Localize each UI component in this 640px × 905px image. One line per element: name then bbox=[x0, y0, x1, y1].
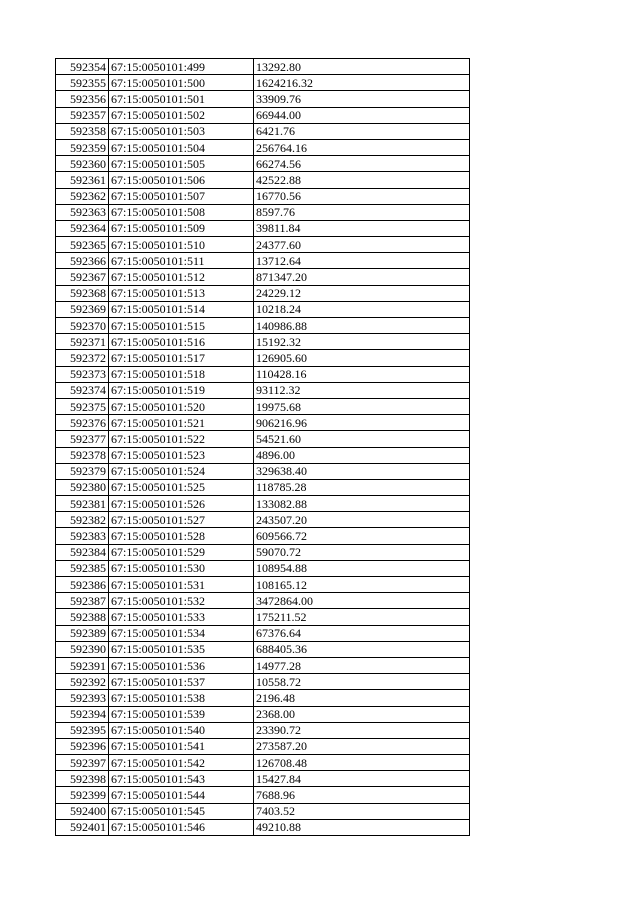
value-cell: 13292.80 bbox=[254, 59, 470, 75]
row-id-cell: 592394 bbox=[56, 706, 109, 722]
value-cell: 906216.96 bbox=[254, 415, 470, 431]
table-row bbox=[56, 771, 470, 787]
table-row bbox=[56, 528, 470, 544]
cadastral-number-cell: 67:15:0050101:534 bbox=[109, 625, 254, 641]
row-id-cell: 592385 bbox=[56, 560, 109, 576]
row-id-cell: 592369 bbox=[56, 301, 109, 317]
table-row bbox=[56, 577, 470, 593]
value-cell: 609566.72 bbox=[254, 528, 470, 544]
value-cell: 8597.76 bbox=[254, 204, 470, 220]
row-id-cell: 592384 bbox=[56, 544, 109, 560]
table-row bbox=[56, 334, 470, 350]
table-row bbox=[56, 350, 470, 366]
cadastral-number-cell: 67:15:0050101:505 bbox=[109, 156, 254, 172]
table-row bbox=[56, 269, 470, 285]
cadastral-number-cell: 67:15:0050101:501 bbox=[109, 91, 254, 107]
cadastral-number-cell: 67:15:0050101:532 bbox=[109, 593, 254, 609]
value-cell: 49210.88 bbox=[254, 819, 470, 835]
table-row bbox=[56, 204, 470, 220]
row-id-cell: 592393 bbox=[56, 690, 109, 706]
table-row bbox=[56, 139, 470, 155]
cadastral-number-cell: 67:15:0050101:533 bbox=[109, 609, 254, 625]
value-cell: 871347.20 bbox=[254, 269, 470, 285]
cadastral-number-cell: 67:15:0050101:535 bbox=[109, 641, 254, 657]
cadastral-number-cell: 67:15:0050101:542 bbox=[109, 755, 254, 771]
row-id-cell: 592363 bbox=[56, 204, 109, 220]
value-cell: 10558.72 bbox=[254, 674, 470, 690]
row-id-cell: 592367 bbox=[56, 269, 109, 285]
row-id-cell: 592386 bbox=[56, 577, 109, 593]
cadastral-number-cell: 67:15:0050101:518 bbox=[109, 366, 254, 382]
row-id-cell: 592396 bbox=[56, 738, 109, 754]
value-cell: 1624216.32 bbox=[254, 75, 470, 91]
cadastral-number-cell: 67:15:0050101:544 bbox=[109, 787, 254, 803]
value-cell: 4896.00 bbox=[254, 447, 470, 463]
table-row bbox=[56, 463, 470, 479]
value-cell: 108954.88 bbox=[254, 560, 470, 576]
row-id-cell: 592399 bbox=[56, 787, 109, 803]
table-row bbox=[56, 722, 470, 738]
value-cell: 13712.64 bbox=[254, 253, 470, 269]
cadastral-number-cell: 67:15:0050101:524 bbox=[109, 463, 254, 479]
row-id-cell: 592365 bbox=[56, 237, 109, 253]
row-id-cell: 592390 bbox=[56, 641, 109, 657]
value-cell: 67376.64 bbox=[254, 625, 470, 641]
row-id-cell: 592371 bbox=[56, 334, 109, 350]
table-row bbox=[56, 415, 470, 431]
row-id-cell: 592380 bbox=[56, 479, 109, 495]
value-cell: 24229.12 bbox=[254, 285, 470, 301]
table-row bbox=[56, 479, 470, 495]
table-row bbox=[56, 674, 470, 690]
value-cell: 66274.56 bbox=[254, 156, 470, 172]
row-id-cell: 592357 bbox=[56, 107, 109, 123]
table-row bbox=[56, 447, 470, 463]
cadastral-number-cell: 67:15:0050101:502 bbox=[109, 107, 254, 123]
table-row bbox=[56, 156, 470, 172]
value-cell: 42522.88 bbox=[254, 172, 470, 188]
table-row bbox=[56, 107, 470, 123]
cadastral-number-cell: 67:15:0050101:538 bbox=[109, 690, 254, 706]
cadastral-number-cell: 67:15:0050101:526 bbox=[109, 496, 254, 512]
value-cell: 329638.40 bbox=[254, 463, 470, 479]
table-row bbox=[56, 382, 470, 398]
row-id-cell: 592356 bbox=[56, 91, 109, 107]
table-row bbox=[56, 819, 470, 835]
cadastral-number-cell: 67:15:0050101:500 bbox=[109, 75, 254, 91]
value-cell: 14977.28 bbox=[254, 657, 470, 673]
row-id-cell: 592354 bbox=[56, 59, 109, 75]
cadastral-number-cell: 67:15:0050101:512 bbox=[109, 269, 254, 285]
value-cell: 16770.56 bbox=[254, 188, 470, 204]
row-id-cell: 592373 bbox=[56, 366, 109, 382]
cadastral-number-cell: 67:15:0050101:530 bbox=[109, 560, 254, 576]
cadastral-number-cell: 67:15:0050101:504 bbox=[109, 139, 254, 155]
cadastral-number-cell: 67:15:0050101:509 bbox=[109, 220, 254, 236]
value-cell: 118785.28 bbox=[254, 479, 470, 495]
cadastral-number-cell: 67:15:0050101:507 bbox=[109, 188, 254, 204]
value-cell: 688405.36 bbox=[254, 641, 470, 657]
value-cell: 93112.32 bbox=[254, 382, 470, 398]
cadastral-number-cell: 67:15:0050101:514 bbox=[109, 301, 254, 317]
row-id-cell: 592379 bbox=[56, 463, 109, 479]
row-id-cell: 592355 bbox=[56, 75, 109, 91]
value-cell: 24377.60 bbox=[254, 237, 470, 253]
value-cell: 66944.00 bbox=[254, 107, 470, 123]
table-row bbox=[56, 366, 470, 382]
value-cell: 10218.24 bbox=[254, 301, 470, 317]
value-cell: 19975.68 bbox=[254, 398, 470, 414]
data-table bbox=[55, 58, 470, 836]
cadastral-number-cell: 67:15:0050101:515 bbox=[109, 318, 254, 334]
table-row bbox=[56, 690, 470, 706]
cadastral-number-cell: 67:15:0050101:508 bbox=[109, 204, 254, 220]
value-cell: 256764.16 bbox=[254, 139, 470, 155]
value-cell: 54521.60 bbox=[254, 431, 470, 447]
row-id-cell: 592395 bbox=[56, 722, 109, 738]
table-row bbox=[56, 593, 470, 609]
cadastral-number-cell: 67:15:0050101:528 bbox=[109, 528, 254, 544]
table-row bbox=[56, 787, 470, 803]
value-cell: 3472864.00 bbox=[254, 593, 470, 609]
table-row bbox=[56, 75, 470, 91]
row-id-cell: 592376 bbox=[56, 415, 109, 431]
row-id-cell: 592392 bbox=[56, 674, 109, 690]
value-cell: 23390.72 bbox=[254, 722, 470, 738]
cadastral-number-cell: 67:15:0050101:519 bbox=[109, 382, 254, 398]
row-id-cell: 592364 bbox=[56, 220, 109, 236]
cadastral-number-cell: 67:15:0050101:546 bbox=[109, 819, 254, 835]
table-row bbox=[56, 512, 470, 528]
table-row bbox=[56, 91, 470, 107]
row-id-cell: 592391 bbox=[56, 657, 109, 673]
value-cell: 140986.88 bbox=[254, 318, 470, 334]
table-row bbox=[56, 123, 470, 139]
table-row bbox=[56, 738, 470, 754]
row-id-cell: 592400 bbox=[56, 803, 109, 819]
cadastral-number-cell: 67:15:0050101:541 bbox=[109, 738, 254, 754]
cadastral-number-cell: 67:15:0050101:521 bbox=[109, 415, 254, 431]
value-cell: 273587.20 bbox=[254, 738, 470, 754]
value-cell: 110428.16 bbox=[254, 366, 470, 382]
cadastral-number-cell: 67:15:0050101:529 bbox=[109, 544, 254, 560]
value-cell: 126905.60 bbox=[254, 350, 470, 366]
cadastral-number-cell: 67:15:0050101:513 bbox=[109, 285, 254, 301]
table-row bbox=[56, 301, 470, 317]
table-row bbox=[56, 706, 470, 722]
cadastral-number-cell: 67:15:0050101:537 bbox=[109, 674, 254, 690]
table-row bbox=[56, 188, 470, 204]
cadastral-number-cell: 67:15:0050101:520 bbox=[109, 398, 254, 414]
value-cell: 15192.32 bbox=[254, 334, 470, 350]
cadastral-number-cell: 67:15:0050101:539 bbox=[109, 706, 254, 722]
cadastral-number-cell: 67:15:0050101:543 bbox=[109, 771, 254, 787]
table-row bbox=[56, 560, 470, 576]
cadastral-number-cell: 67:15:0050101:503 bbox=[109, 123, 254, 139]
value-cell: 7688.96 bbox=[254, 787, 470, 803]
row-id-cell: 592383 bbox=[56, 528, 109, 544]
row-id-cell: 592401 bbox=[56, 819, 109, 835]
cadastral-number-cell: 67:15:0050101:540 bbox=[109, 722, 254, 738]
cadastral-number-cell: 67:15:0050101:506 bbox=[109, 172, 254, 188]
cadastral-number-cell: 67:15:0050101:536 bbox=[109, 657, 254, 673]
value-cell: 2196.48 bbox=[254, 690, 470, 706]
value-cell: 7403.52 bbox=[254, 803, 470, 819]
row-id-cell: 592397 bbox=[56, 755, 109, 771]
cadastral-number-cell: 67:15:0050101:511 bbox=[109, 253, 254, 269]
value-cell: 126708.48 bbox=[254, 755, 470, 771]
row-id-cell: 592372 bbox=[56, 350, 109, 366]
cadastral-number-cell: 67:15:0050101:525 bbox=[109, 479, 254, 495]
table-row bbox=[56, 431, 470, 447]
row-id-cell: 592389 bbox=[56, 625, 109, 641]
row-id-cell: 592375 bbox=[56, 398, 109, 414]
table-body bbox=[56, 59, 470, 836]
row-id-cell: 592359 bbox=[56, 139, 109, 155]
row-id-cell: 592368 bbox=[56, 285, 109, 301]
table-row bbox=[56, 318, 470, 334]
cadastral-number-cell: 67:15:0050101:545 bbox=[109, 803, 254, 819]
value-cell: 15427.84 bbox=[254, 771, 470, 787]
table-row bbox=[56, 237, 470, 253]
value-cell: 39811.84 bbox=[254, 220, 470, 236]
table-row bbox=[56, 544, 470, 560]
value-cell: 33909.76 bbox=[254, 91, 470, 107]
table-row bbox=[56, 285, 470, 301]
table-row bbox=[56, 625, 470, 641]
value-cell: 2368.00 bbox=[254, 706, 470, 722]
row-id-cell: 592374 bbox=[56, 382, 109, 398]
row-id-cell: 592358 bbox=[56, 123, 109, 139]
table-row bbox=[56, 609, 470, 625]
value-cell: 59070.72 bbox=[254, 544, 470, 560]
cadastral-number-cell: 67:15:0050101:523 bbox=[109, 447, 254, 463]
row-id-cell: 592378 bbox=[56, 447, 109, 463]
row-id-cell: 592398 bbox=[56, 771, 109, 787]
table-row bbox=[56, 59, 470, 75]
row-id-cell: 592387 bbox=[56, 593, 109, 609]
value-cell: 243507.20 bbox=[254, 512, 470, 528]
cadastral-number-cell: 67:15:0050101:499 bbox=[109, 59, 254, 75]
value-cell: 133082.88 bbox=[254, 496, 470, 512]
cadastral-number-cell: 67:15:0050101:516 bbox=[109, 334, 254, 350]
cadastral-number-cell: 67:15:0050101:517 bbox=[109, 350, 254, 366]
value-cell: 108165.12 bbox=[254, 577, 470, 593]
cadastral-number-cell: 67:15:0050101:531 bbox=[109, 577, 254, 593]
table-row bbox=[56, 803, 470, 819]
table-row bbox=[56, 657, 470, 673]
row-id-cell: 592360 bbox=[56, 156, 109, 172]
table-row bbox=[56, 220, 470, 236]
row-id-cell: 592361 bbox=[56, 172, 109, 188]
table-row bbox=[56, 496, 470, 512]
table-row bbox=[56, 641, 470, 657]
cadastral-number-cell: 67:15:0050101:527 bbox=[109, 512, 254, 528]
row-id-cell: 592388 bbox=[56, 609, 109, 625]
row-id-cell: 592382 bbox=[56, 512, 109, 528]
table-row bbox=[56, 253, 470, 269]
cadastral-number-cell: 67:15:0050101:510 bbox=[109, 237, 254, 253]
cadastral-number-cell: 67:15:0050101:522 bbox=[109, 431, 254, 447]
value-cell: 6421.76 bbox=[254, 123, 470, 139]
row-id-cell: 592370 bbox=[56, 318, 109, 334]
row-id-cell: 592366 bbox=[56, 253, 109, 269]
table-row bbox=[56, 755, 470, 771]
table-row bbox=[56, 398, 470, 414]
value-cell: 175211.52 bbox=[254, 609, 470, 625]
row-id-cell: 592377 bbox=[56, 431, 109, 447]
table-row bbox=[56, 172, 470, 188]
row-id-cell: 592362 bbox=[56, 188, 109, 204]
row-id-cell: 592381 bbox=[56, 496, 109, 512]
